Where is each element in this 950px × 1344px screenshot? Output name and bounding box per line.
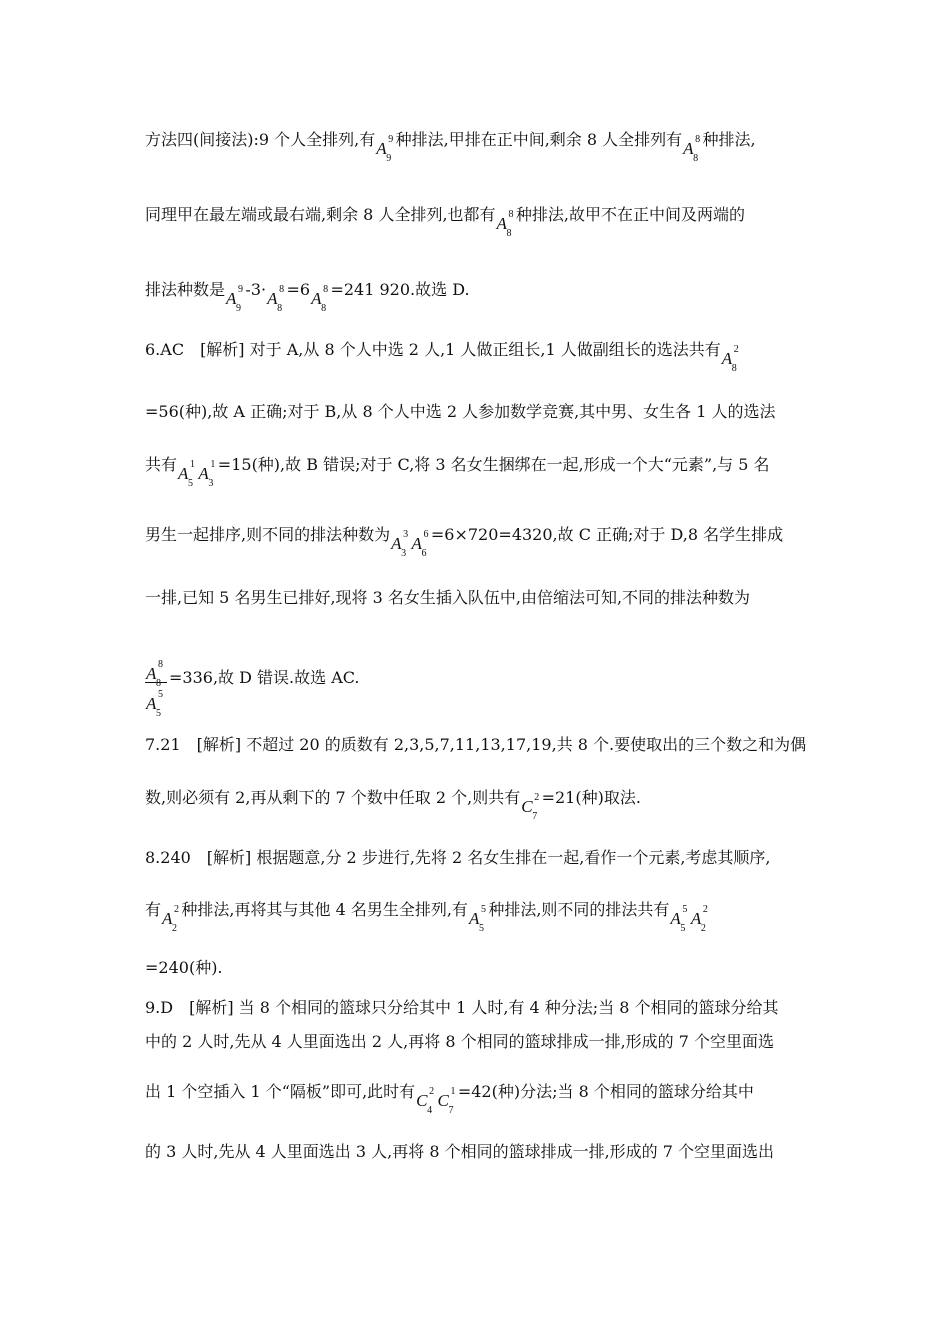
math-subscript: 5 [680,923,686,934]
text-run: 数,则必须有 2,再从剩下的 7 个数中任取 2 个,则共有 [145,788,521,807]
math-subscript: 2 [172,923,178,934]
text-line [145,525,784,559]
math-symbol [226,284,244,314]
text-line [145,848,771,868]
text-run: 种排法, [702,130,756,149]
math-symbol [146,659,164,689]
math-superscript: 2 [702,904,708,915]
text-run: -3· [245,280,267,299]
math-subscript: 8 [156,678,161,689]
math-symbol [468,904,487,934]
math-superscript: 2 [733,344,739,355]
math-symbol [690,904,709,934]
math-superscript: 3 [403,529,409,540]
math-symbol [521,792,540,822]
math-superscript: 1 [190,459,196,470]
math-superscript: 2 [534,792,540,803]
math-symbol-base: A [468,909,480,928]
text-run: =6×720=4320,故 C 正确;对于 D,8 名学生排成 [430,525,784,544]
text-run: =6 [286,280,311,299]
math-symbol [267,284,285,314]
math-symbol [146,689,164,719]
math-symbol [162,904,180,934]
math-subscript: 5 [156,708,161,719]
math-superscript: 8 [508,209,514,220]
fraction-numerator [145,655,165,689]
text-line [145,340,741,374]
text-run: 种排法,则不同的排法共有 [488,900,670,919]
math-symbol-base: A [670,909,681,928]
math-superscript: 8 [695,134,701,145]
text-run: =240(种). [145,958,223,977]
text-run: 同理甲在最左端或最右端,剩余 8 人全排列,也都有 [145,205,496,224]
text-run: 种排法,故甲不在正中间及两端的 [515,205,746,224]
text-line [145,1082,754,1116]
math-symbol-base: A [226,289,237,308]
math-superscript: 6 [423,529,429,540]
math-superscript: 8 [323,284,329,295]
math-symbol-base: A [683,139,694,158]
text-line [145,455,770,489]
text-line [145,588,750,608]
math-subscript: 6 [421,548,427,559]
text-run: 男生一起排序,则不同的排法种数为 [145,525,391,544]
math-symbol [376,134,394,164]
math-subscript: 4 [427,1105,433,1116]
math-subscript: 3 [208,478,214,489]
text-line [145,130,756,164]
math-symbol-base: C [521,797,533,816]
math-symbol [721,344,740,374]
math-symbol-base: A [376,139,387,158]
math-symbol-base: C [437,1091,449,1110]
math-subscript: 8 [277,303,283,314]
math-superscript: 5 [480,904,486,915]
text-line [145,402,776,422]
math-symbol-base: A [311,289,322,308]
text-run: 一排,已知 5 名男生已排好,现将 3 名女生插入队伍中,由倍缩法可知,不同的排法种数为 [145,588,751,607]
math-symbol-base: A [146,664,157,683]
text-run: =15(种),故 B 错误;对于 C,将 3 名女生捆绑在一起,形成一个大“元素”,与 5 名 [217,455,770,474]
math-subscript: 8 [693,153,699,164]
text-line [145,998,779,1018]
text-line [145,788,641,822]
math-symbol [416,1086,435,1116]
math-subscript: 7 [532,811,538,822]
math-symbol-base: A [146,694,157,713]
math-symbol-base: C [416,1091,428,1110]
math-subscript: 8 [506,228,512,239]
text-line [145,735,806,755]
math-subscript: 8 [731,363,737,374]
text-run: 种排法,再将其与其他 4 名男生全排列,有 [181,900,468,919]
text-run: =42(种)分法;当 8 个相同的篮球分给其中 [457,1082,754,1101]
math-superscript: 9 [238,284,244,295]
math-symbol [311,284,329,314]
math-subscript: 9 [236,303,242,314]
text-line [145,900,710,934]
math-superscript: 1 [450,1086,456,1097]
text-run: =241 920.故选 D. [330,280,470,299]
math-subscript: 8 [321,303,327,314]
math-symbol-base: A [178,464,189,483]
math-superscript: 2 [429,1086,435,1097]
text-run: 有 [145,900,162,919]
math-subscript: 2 [700,923,706,934]
math-superscript: 5 [158,689,163,700]
text-run: 共有 [145,455,178,474]
math-superscript: 2 [174,904,180,915]
math-symbol [437,1086,457,1116]
math-symbol-base: A [496,214,507,233]
text-run: 中的 2 人时,先从 4 人里面选出 2 人,再将 8 个相同的篮球排成一排,形成的 7 个空里面选 [145,1032,775,1051]
math-superscript: 8 [279,284,285,295]
text-run: 9.D [解析] 当 8 个相同的篮球只分给其中 1 人时,有 4 种分法;当 8 个相同的篮球分给其 [145,998,779,1017]
text-line [145,205,746,239]
text-line [145,958,223,978]
math-symbol-base: A [391,534,402,553]
math-superscript: 1 [210,459,216,470]
math-symbol [683,134,701,164]
text-line [145,1032,774,1052]
text-run: 8.240 [解析] 根据题意,分 2 步进行,先将 2 名女生排在一起,看作一个元素,考虑其顺序, [145,848,771,867]
text-run: 7.21 [解析] 不超过 20 的质数有 2,3,5,7,11,13,17,19,共 8 个.要使取出的三个数之和为偶 [145,735,807,754]
math-subscript: 7 [448,1105,454,1116]
math-symbol-base: A [162,909,173,928]
math-symbol-base: A [411,534,422,553]
math-symbol-base: A [690,909,702,928]
math-symbol-base: A [721,349,733,368]
text-run: 的 3 人时,先从 4 人里面选出 3 人,再将 8 个相同的篮球排成一排,形成的 7 个空里面选出 [145,1142,775,1161]
text-run: =56(种),故 A 正确;对于 B,从 8 个人中选 2 人参加数学竞赛,其中男、女生各 1 人的选法 [145,402,776,421]
text-run: 出 1 个空插入 1 个“隔板”即可,此时有 [145,1082,416,1101]
text-run: 方法四(间接法):9 个人全排列,有 [145,130,376,149]
math-symbol [496,209,515,239]
math-symbol [391,529,409,559]
math-symbol [670,904,688,934]
text-run: =21(种)取法. [541,788,641,807]
text-run: 种排法,甲排在正中间,剩余 8 人全排列有 [395,130,683,149]
text-run: 排法种数是 [145,280,226,299]
math-superscript: 9 [388,134,394,145]
text-line [145,280,470,314]
math-symbol-base: A [198,464,209,483]
math-symbol-base: A [267,289,278,308]
math-superscript: 8 [158,659,163,670]
fraction-denominator [145,685,165,719]
math-superscript: 5 [682,904,688,915]
math-subscript: 5 [478,923,484,934]
math-subscript: 9 [386,153,392,164]
math-symbol [411,529,429,559]
fraction-result-text: =336,故 D 错误.故选 AC. [169,668,360,687]
math-subscript: 5 [188,478,194,489]
fraction-bar [145,682,167,683]
math-symbol [198,459,216,489]
math-subscript: 3 [401,548,407,559]
text-line [145,1142,774,1162]
text-run: 6.AC [解析] 对于 A,从 8 个人中选 2 人,1 人做正组长,1 人做副组长的选法共有 [145,340,721,359]
math-symbol [178,459,196,489]
